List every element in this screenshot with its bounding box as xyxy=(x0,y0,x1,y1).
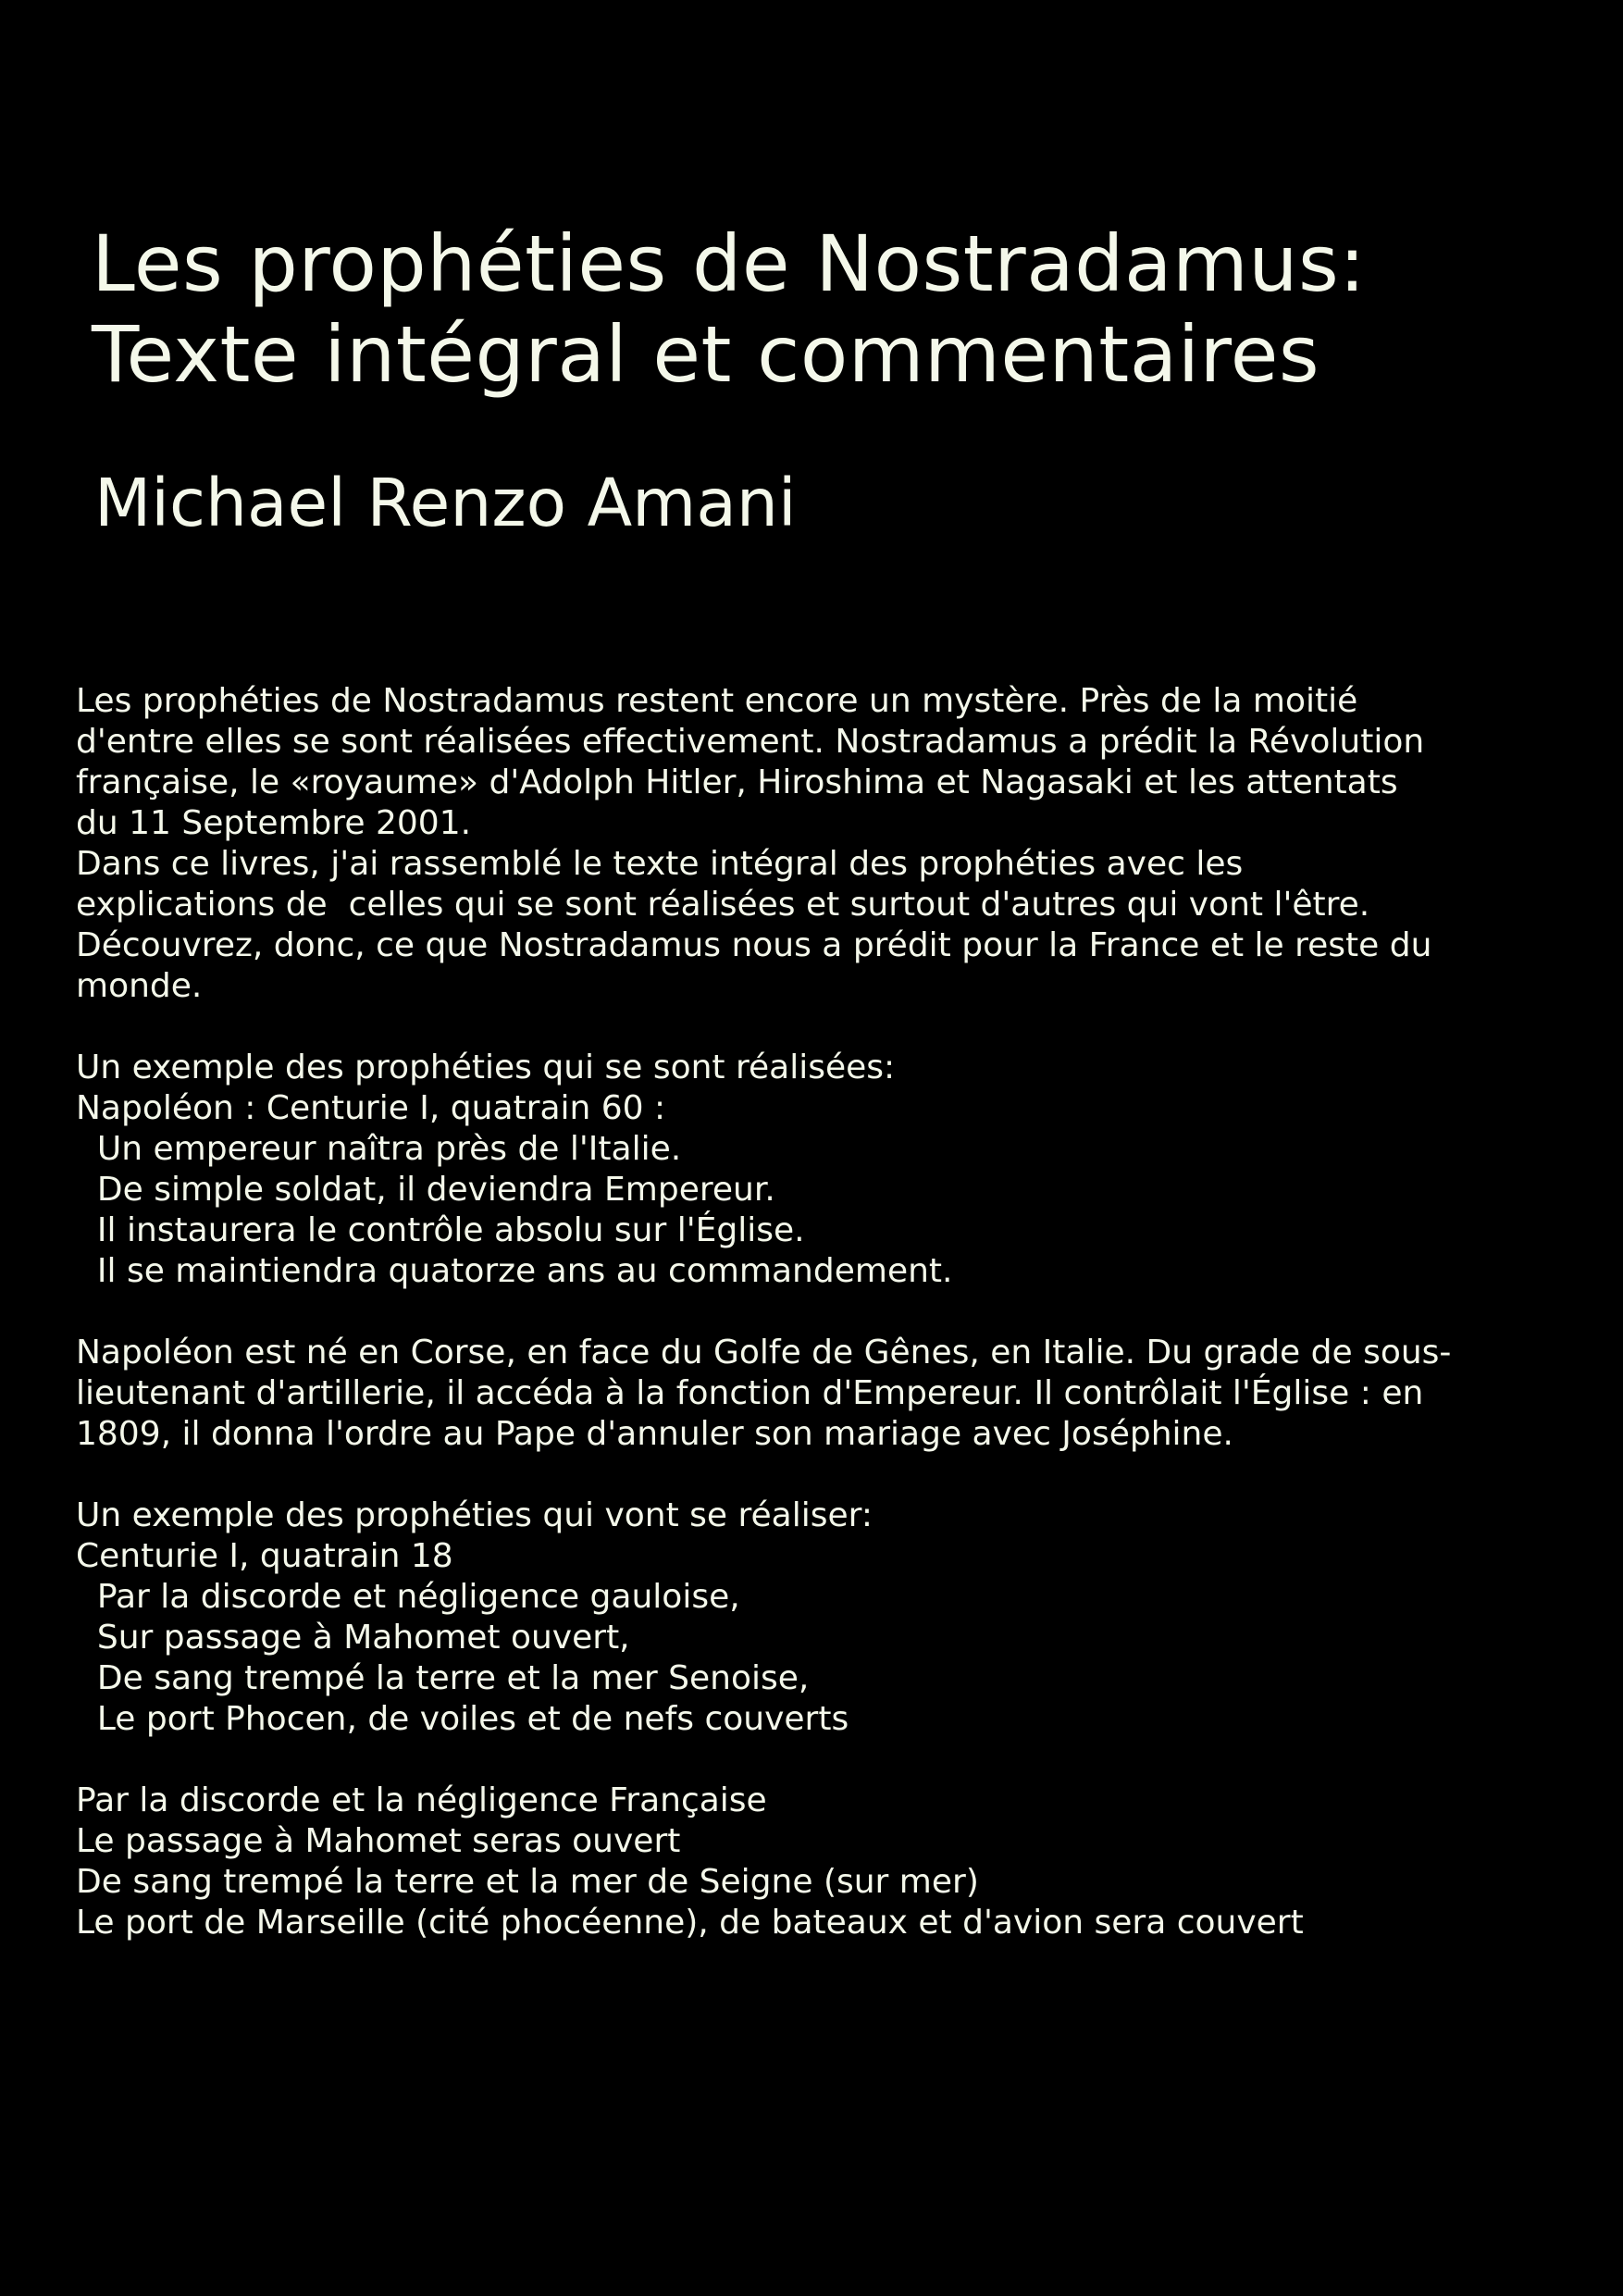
book-title xyxy=(92,218,1535,400)
text-line: Napoléon : Centurie I, quatrain 60 : xyxy=(76,1089,666,1127)
text-line: Sur passage à Mahomet ouvert, xyxy=(76,1619,630,1657)
text-line: du 11 Septembre 2001. xyxy=(76,804,472,842)
text-line: Centurie I, quatrain 18 xyxy=(76,1537,453,1575)
text-line: Par la discorde et la négligence Française xyxy=(76,1781,767,1819)
description-text xyxy=(76,681,1603,1943)
text-line: De sang trempé la terre et la mer de Seigne (sur mer) xyxy=(76,1863,979,1901)
book-title-line: Les prophéties de Nostradamus: xyxy=(92,218,1367,309)
text-line: française, le «royaume» d'Adolph Hitler, Hiroshima et Nagasaki et les attentats xyxy=(76,763,1398,801)
text-line: Par la discorde et négligence gauloise, xyxy=(76,1578,740,1616)
blank-line xyxy=(76,1007,1603,1048)
text-line: Napoléon est né en Corse, en face du Golfe de Gênes, en Italie. Du grade de sous- xyxy=(76,1334,1452,1371)
blank-line xyxy=(76,1292,1603,1333)
text-line: Le port Phocen, de voiles et de nefs couverts xyxy=(76,1700,849,1738)
text-line: Le passage à Mahomet seras ouvert xyxy=(76,1822,681,1860)
text-line: Il instaurera le contrôle absolu sur l'Église. xyxy=(76,1211,805,1249)
text-line: Le port de Marseille (cité phocéenne), de bateaux et d'avion sera couvert xyxy=(76,1904,1304,1942)
text-line: Il se maintiendra quatorze ans au commandement. xyxy=(76,1252,953,1290)
author-name: Michael Renzo Amani xyxy=(94,465,797,541)
text-line: Un exemple des prophéties qui vont se réaliser: xyxy=(76,1496,873,1534)
text-line: Dans ce livres, j'ai rassemblé le texte intégral des prophéties avec les xyxy=(76,845,1244,883)
text-line: Découvrez, donc, ce que Nostradamus nous a prédit pour la France et le reste du xyxy=(76,926,1432,964)
text-line: d'entre elles se sont réalisées effectivement. Nostradamus a prédit la Révolution xyxy=(76,723,1425,761)
text-line: Un empereur naîtra près de l'Italie. xyxy=(76,1130,682,1168)
text-line: Les prophéties de Nostradamus restent encore un mystère. Près de la moitié xyxy=(76,682,1358,720)
blank-line xyxy=(76,1740,1603,1781)
text-line: 1809, il donna l'ordre au Pape d'annuler son mariage avec Joséphine. xyxy=(76,1415,1233,1453)
text-line: Un exemple des prophéties qui se sont réalisées: xyxy=(76,1049,896,1086)
text-line: explications de celles qui se sont réalisées et surtout d'autres qui vont l'être. xyxy=(76,886,1370,924)
text-line: lieutenant d'artillerie, il accéda à la fonction d'Empereur. Il contrôlait l'Église : en xyxy=(76,1374,1424,1412)
blank-line xyxy=(76,1455,1603,1496)
text-line: De sang trempé la terre et la mer Senoise, xyxy=(76,1659,810,1697)
text-line: monde. xyxy=(76,967,203,1005)
text-line: De simple soldat, il deviendra Empereur. xyxy=(76,1171,775,1209)
book-title-line: Texte intégral et commentaires xyxy=(92,309,1320,400)
